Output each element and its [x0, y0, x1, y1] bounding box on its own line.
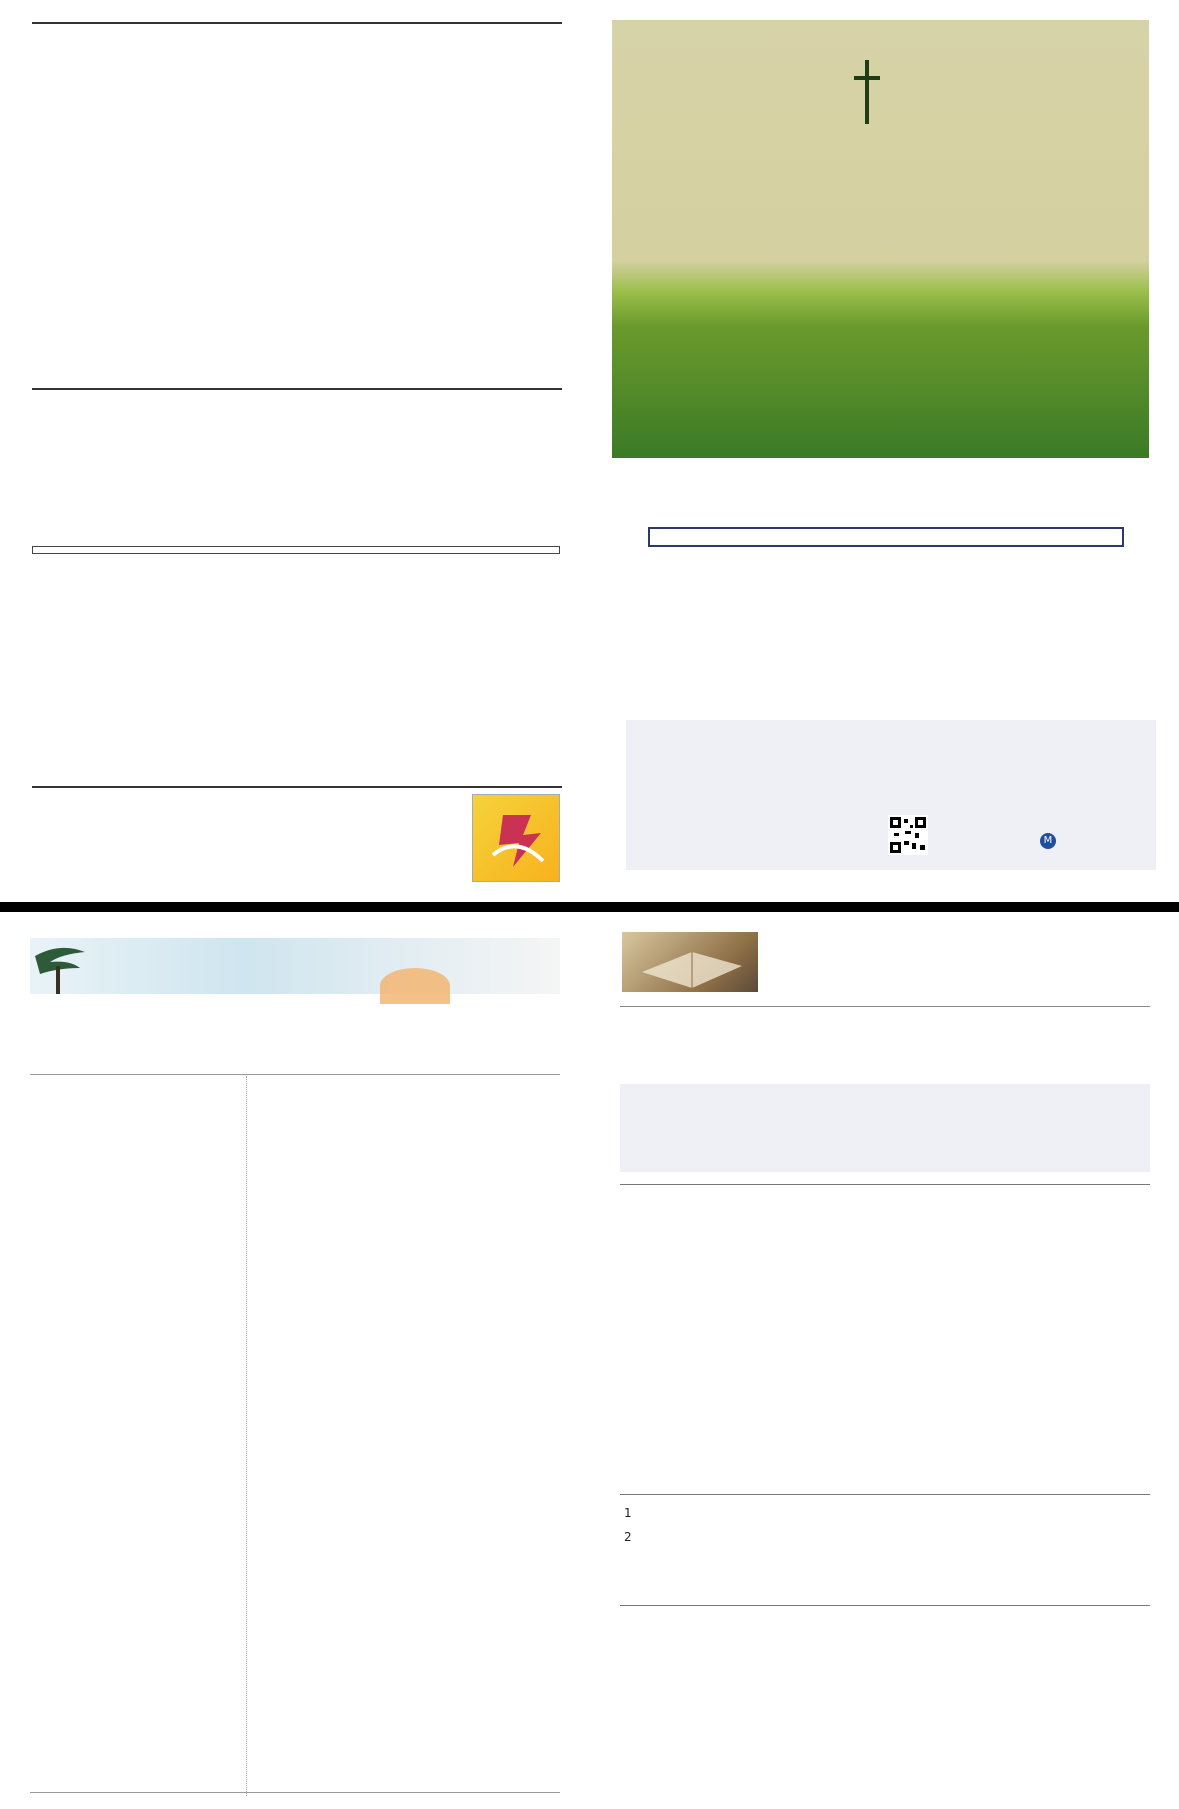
bible-photo-icon — [622, 932, 758, 992]
staff-box — [626, 720, 1156, 870]
missionaries-section — [32, 646, 562, 652]
duty-section — [620, 1588, 1150, 1610]
church-logo-icon — [472, 794, 560, 882]
members-section: 1 2 — [620, 1492, 1150, 1549]
cross-icon — [854, 60, 880, 124]
divider — [620, 1006, 1150, 1007]
members-title — [620, 1492, 1150, 1495]
word-box — [620, 1084, 1150, 1172]
bulletin-page-1 — [0, 0, 1179, 902]
offering-title — [32, 386, 562, 390]
worship-schedule-section — [32, 770, 562, 792]
news-title — [32, 20, 562, 24]
online-offering-box — [32, 546, 560, 554]
cover-image — [612, 20, 1149, 458]
news-section — [32, 20, 562, 32]
meetings-section — [620, 1182, 1150, 1191]
qr-code-icon[interactable] — [888, 815, 928, 855]
meetings-title — [620, 1182, 1150, 1185]
offering-section — [32, 386, 562, 394]
metro-icon: M — [1040, 833, 1056, 849]
vision-box — [648, 527, 1124, 547]
divider — [30, 1792, 560, 1793]
bulletin-page-2 — [0, 912, 1179, 1809]
service-order — [0, 912, 580, 1809]
